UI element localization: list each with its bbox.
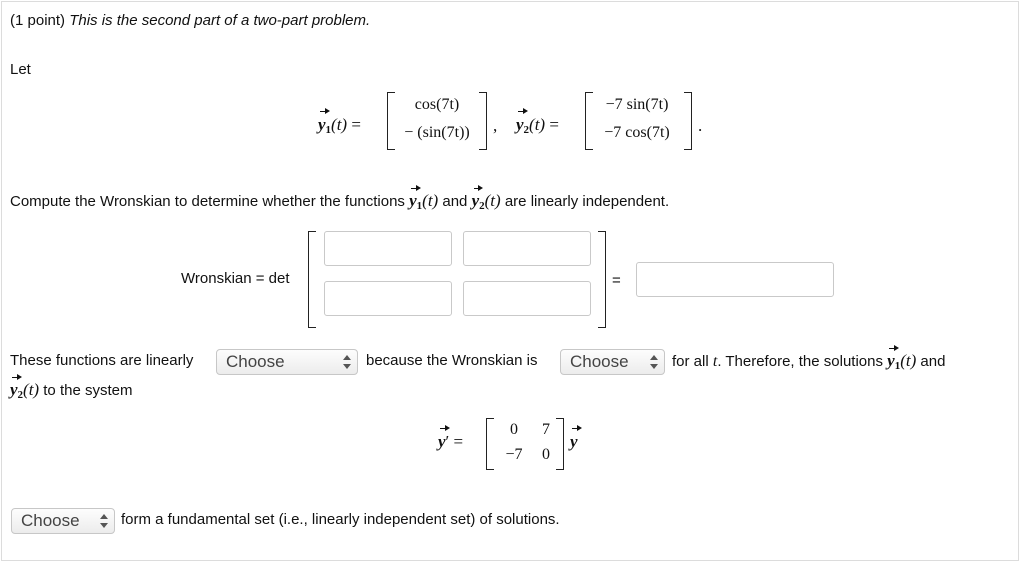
wronskian-entry-12[interactable] bbox=[463, 231, 591, 266]
let-label: Let bbox=[10, 61, 31, 78]
wronskian-entry-21[interactable] bbox=[324, 281, 452, 316]
conclusion-part3: for all t. Therefore, the solutions $y_1(t)$ and bbox=[672, 351, 946, 372]
wronskian-label: Wronskian = det bbox=[181, 270, 290, 287]
system-rhs: y bbox=[570, 432, 578, 451]
point-value: (1 point) bbox=[10, 12, 66, 29]
wronskian-value-select[interactable]: Choose bbox=[560, 349, 665, 375]
conclusion-part5: $y_2(t)$ to the system bbox=[10, 380, 133, 401]
wronskian-left-bracket bbox=[308, 231, 316, 328]
linearity-select[interactable]: Choose bbox=[216, 349, 358, 375]
compute-instruction: Compute the Wronskian to determine whether the functions $y_1(t)$ and $y_2(t)$ are linearly independent. bbox=[10, 191, 670, 212]
fundamental-set-select[interactable]: Choose bbox=[11, 508, 115, 534]
wronskian-entry-22[interactable] bbox=[463, 281, 591, 316]
wronskian-entry-11[interactable] bbox=[324, 231, 452, 266]
conclusion-part1: These functions are linearly bbox=[10, 352, 194, 369]
select-arrows-icon bbox=[650, 355, 658, 369]
system-lhs: y′ = bbox=[438, 432, 464, 451]
system-matrix-11: 0 bbox=[510, 421, 518, 438]
y1-right-bracket bbox=[479, 92, 487, 150]
system-right-bracket bbox=[556, 418, 564, 470]
y2-symbol: $y_2(t)$ = bbox=[516, 115, 559, 136]
system-matrix-12: 7 bbox=[542, 421, 550, 438]
y2-right-bracket bbox=[684, 92, 692, 150]
period: . bbox=[698, 116, 703, 135]
y1-symbol: $y_1(t)$ = bbox=[318, 115, 361, 136]
comma: , bbox=[493, 116, 498, 135]
system-matrix-21: −7 bbox=[505, 446, 523, 463]
select-arrows-icon bbox=[343, 355, 351, 369]
wronskian-right-bracket bbox=[598, 231, 606, 328]
wronskian-result-input[interactable] bbox=[636, 262, 834, 297]
final-statement: form a fundamental set (i.e., linearly independent set) of solutions. bbox=[121, 511, 560, 528]
y1-entry-2: − (sin(7t)) bbox=[404, 124, 470, 141]
wronskian-equals: = bbox=[612, 272, 621, 289]
y1-left-bracket bbox=[387, 92, 395, 150]
y2-entry-2: −7 cos(7t) bbox=[604, 124, 670, 141]
select-arrows-icon bbox=[100, 514, 108, 528]
conclusion-part2: because the Wronskian is bbox=[366, 352, 538, 369]
y1-entry-1: cos(7t) bbox=[414, 96, 460, 113]
y2-entry-1: −7 sin(7t) bbox=[605, 96, 669, 113]
problem-intro bbox=[10, 12, 370, 30]
system-matrix-22: 0 bbox=[542, 446, 550, 463]
system-left-bracket bbox=[486, 418, 494, 470]
problem-statement: This is the second part of a two-part problem. bbox=[69, 12, 371, 29]
